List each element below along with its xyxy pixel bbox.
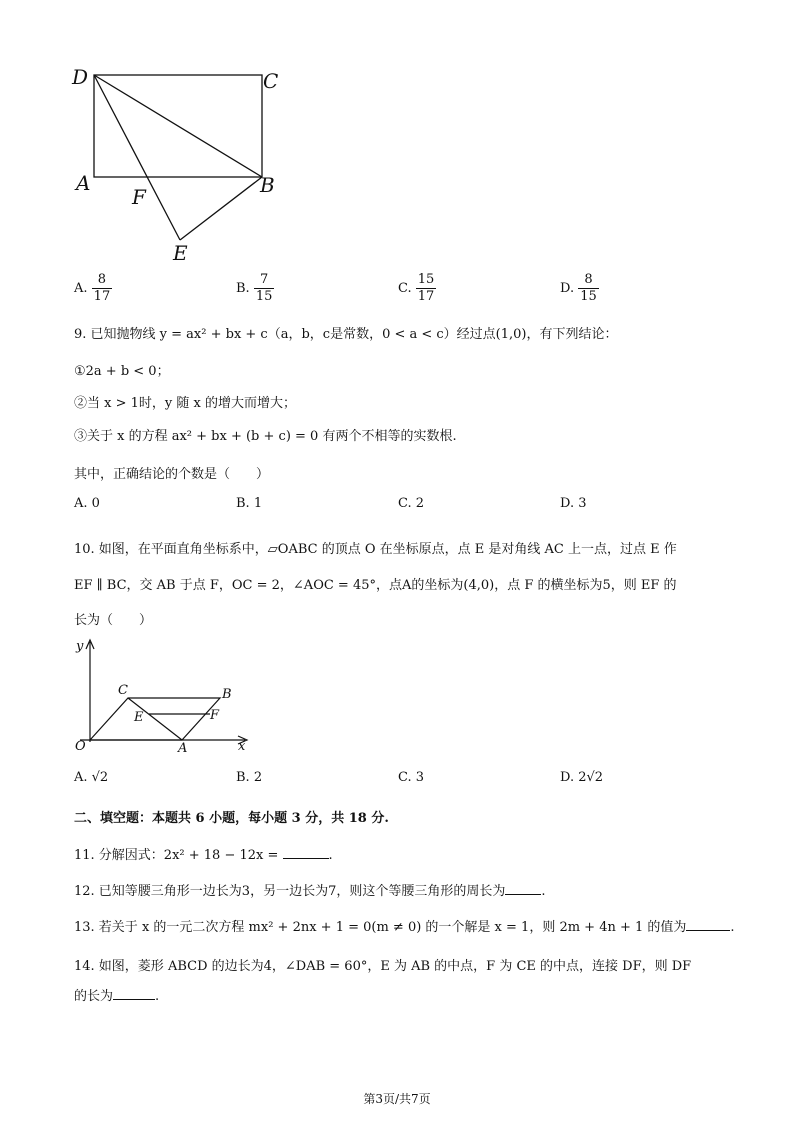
period: .	[328, 848, 333, 863]
q12-text: 12. 已知等腰三角形一边长为3，另一边长为7，则这个等腰三角形的周长为	[74, 884, 506, 899]
label-c: C	[118, 683, 128, 698]
period: .	[155, 989, 160, 1004]
label-x: x	[238, 739, 246, 754]
q9-stem: 9. 已知抛物线 y = ax² + bx + c（a，b，c是常数，0 < a < c）经过点(1,0)，有下列结论：	[74, 327, 618, 342]
label-f: F	[210, 708, 220, 723]
q11-text: 11. 分解因式：2x² + 18 − 12x =	[74, 848, 279, 863]
label-c: C	[263, 69, 279, 93]
period: .	[730, 920, 735, 935]
denominator: 17	[93, 289, 111, 304]
segment-de	[94, 75, 180, 240]
fraction	[92, 272, 113, 305]
label-b: B	[260, 173, 275, 197]
figure-q10	[70, 632, 260, 757]
period: .	[541, 884, 546, 899]
option-label: D.	[560, 281, 575, 296]
option-label: A.	[74, 281, 88, 296]
q14-line-1: 14. 如图，菱形 ABCD 的边长为4，∠DAB = 60°，E 为 AB 的中点，F 为 CE 的中点，连接 DF，则 DF	[74, 959, 692, 974]
numerator: 8	[578, 272, 599, 289]
label-a: A	[76, 171, 91, 195]
section-2-heading: 二、填空题：本题共 6 小题，每小题 3 分，共 18 分.	[74, 811, 389, 826]
q10-line-3: 长为（ ）	[74, 613, 153, 628]
q9-option-c[interactable]: C. 2	[398, 496, 425, 511]
q14-line-2	[74, 985, 159, 1004]
q13-text: 13. 若关于 x 的一元二次方程 mx² + 2nx + 1 = 0(m ≠ 0) 的一个解是 x = 1，则 2m + 4n + 1 的值为	[74, 920, 687, 935]
numerator: 7	[254, 272, 275, 289]
segment-db	[94, 75, 262, 177]
option-label: B.	[236, 281, 250, 296]
q8-option-a[interactable]	[74, 272, 112, 305]
q11	[74, 844, 333, 863]
q9-option-b[interactable]: B. 1	[236, 496, 263, 511]
fraction	[416, 272, 437, 305]
numerator: 8	[92, 272, 113, 289]
q10-option-b[interactable]: B. 2	[236, 770, 263, 785]
q13	[74, 916, 735, 935]
q9-conclusion-1: ①2a + b < 0；	[74, 364, 170, 379]
q11-blank[interactable]	[283, 858, 329, 859]
q12	[74, 880, 546, 899]
q9-conclusion-2: ②当 x > 1时，y 随 x 的增大而增大；	[74, 396, 296, 411]
q10-line-2: EF ∥ BC，交 AB 于点 F，OC = 2，∠AOC = 45°，点A的坐标为(4,0)，点 F 的横坐标为5，则 EF 的	[74, 578, 677, 593]
q12-blank[interactable]	[505, 894, 541, 895]
fraction	[254, 272, 275, 305]
q9-conclusion-3: ③关于 x 的方程 ax² + bx + (b + c) = 0 有两个不相等的实数根.	[74, 429, 457, 444]
denominator: 15	[255, 289, 273, 304]
denominator: 17	[417, 289, 435, 304]
q9-question: 其中，正确结论的个数是（ ）	[74, 467, 270, 482]
q10-line-1: 10. 如图，在平面直角坐标系中，▱OABC 的顶点 O 在坐标原点，点 E 是对角线 AC 上一点，过点 E 作	[74, 542, 677, 557]
label-o: O	[75, 739, 86, 754]
q8-option-d[interactable]	[560, 272, 599, 305]
q8-option-b[interactable]	[236, 272, 274, 305]
label-y: y	[76, 639, 84, 654]
label-e: E	[173, 241, 188, 265]
q10-option-a[interactable]: A. √2	[74, 770, 109, 785]
page-footer: 第3页/共7页	[363, 1092, 431, 1106]
q9-option-a[interactable]: A. 0	[74, 496, 100, 511]
q9-option-d[interactable]: D. 3	[560, 496, 587, 511]
label-f: F	[132, 185, 146, 209]
q10-option-c[interactable]: C. 3	[398, 770, 425, 785]
q8-option-c[interactable]	[398, 272, 436, 305]
option-label: C.	[398, 281, 412, 296]
label-d: D	[72, 65, 89, 89]
label-e: E	[134, 710, 144, 725]
label-b: B	[222, 687, 232, 702]
segment-be	[180, 177, 262, 240]
numerator: 15	[417, 272, 435, 287]
q10-option-d[interactable]: D. 2√2	[560, 770, 604, 785]
figure-q8	[70, 62, 300, 267]
fraction	[578, 272, 599, 305]
label-a: A	[178, 741, 188, 756]
denominator: 15	[580, 289, 597, 304]
q13-blank[interactable]	[686, 930, 730, 931]
q14-blank[interactable]	[113, 999, 155, 1000]
q14-text: 的长为	[74, 989, 114, 1004]
